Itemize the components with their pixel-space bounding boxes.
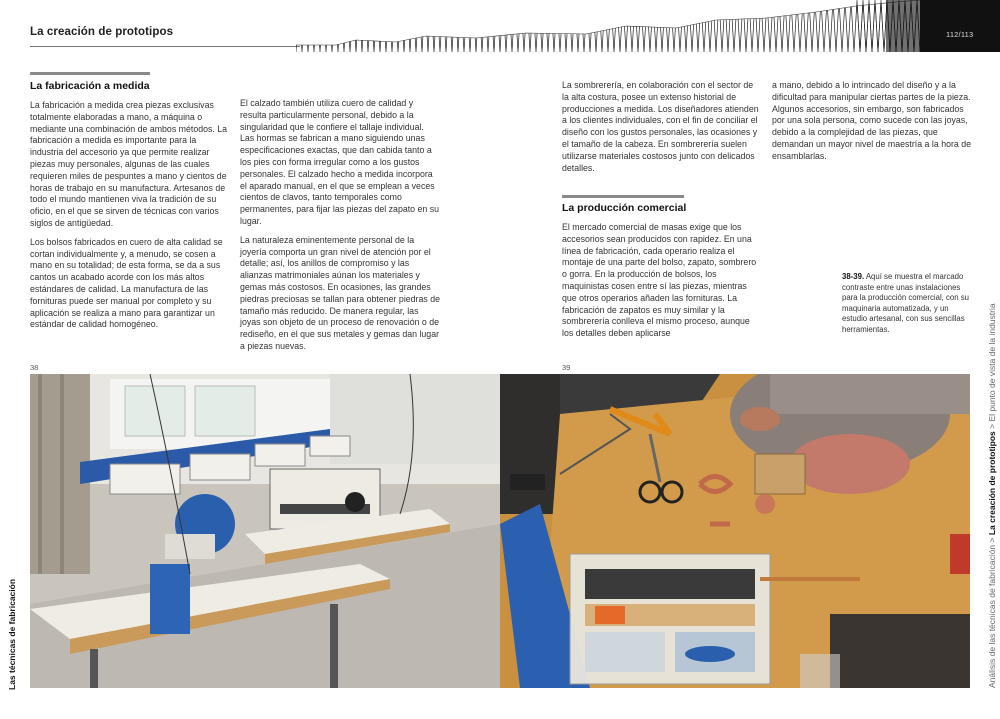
paragraph: La sombrerería, en colaboración con el sector de la alta costura, posee un extenso historial de producciones a medida. Los diseñadores atienden a los clientes individuales, con el fin de conciliar el diseño con los gustos personales, las ocasiones y el tamaño de la cabeza. En sombrerería suelen utilizarse materiales costosos junto con delicados detalles. (562, 80, 759, 173)
text-column-3b (562, 222, 762, 347)
header-waveform-graphic (296, 0, 920, 52)
spine-part: Análisis de las técnicas de fabricación > (987, 535, 997, 688)
photo-caption (842, 272, 970, 335)
photo-workbench (500, 374, 970, 688)
spine-current: La creación de prototipos (987, 431, 997, 536)
running-header (0, 0, 1000, 52)
page-number: 112/113 (946, 30, 974, 39)
photo-factory (30, 374, 500, 688)
section-bar-right (562, 195, 684, 198)
text-column-3 (562, 80, 762, 181)
caption-ref: 38-39. (842, 272, 865, 281)
text-column-2 (240, 98, 440, 360)
running-header-title: La creación de prototipos (30, 26, 174, 38)
header-rule (30, 46, 300, 47)
folio-right: 39 (562, 363, 571, 372)
page-number-block (920, 0, 1000, 52)
paragraph: La naturaleza eminentemente personal de la joyería comporta un gran nivel de atención por el detalle; así, los anillos de compromiso y las alianzas matrimoniales aúnan los materiales y gemas más costosos. En ocasiones, las grandes piedras preciosas se tallan para obtener piedras de tamaño más reducido. De manera regular, las joyas son objeto de un proceso de renovación o de rediseño, en el que sus metales y gemas dan lugar a piezas nuevas. (240, 234, 441, 351)
paragraph: a mano, debido a lo intrincado del diseño y a la dificultad para manipular ciertas partes de la pieza. Algunos accesorios, sin embargo, son fabricados por una sola persona, como sucede con las joyas, debido a la complejidad de las piezas, que demandan un mayor nivel de maestría a la hora de ensamblarlas. (772, 80, 972, 161)
spine-breadcrumb-right (987, 303, 997, 688)
text-column-4 (772, 80, 972, 170)
paragraph: El calzado también utiliza cuero de calidad y resulta particularmente personal, debido a la singularidad que le confiere el tallaje individual. Las hormas se fabrican a mano siguiendo unas especificaciones exactas, que dan cabida tanto a los pies con forma irregular como a los gustos personales. El calzado hecho a medida incorpora el aparado manual, en el que se emplean a veces cientos de clavos, tanto temporales como permanentes, para fijar las piezas del zapato en su lugar. (240, 98, 440, 226)
section-bar-left (30, 72, 150, 75)
text-column-1 (30, 100, 230, 338)
paragraph: La fabricación a medida crea piezas exclusivas totalmente elaboradas a mano, a máquina o mediante una combinación de ambos métodos. La fabricación a medida es importante para la industria del accesorio ya que permite realizar piezas muy personales, algunas de las cuales requieren miles de pespuntes a mano y cientos de horas de trabajo en su manufactura. Artesanos de todo el mundo mantienen viva la tradición de su oficio, en el que se sirven de técnicas con varios siglos de antigüedad. (30, 100, 228, 228)
spine-label-left: Las técnicas de fabricación (7, 578, 17, 690)
section-heading-fabricacion: La fabricación a medida (30, 80, 150, 92)
paragraph: Los bolsos fabricados en cuero de alta calidad se cortan individualmente y, a menudo, se cosen a mano en su totalidad; de esta forma, se da a sus cantos un acabado acorde con los más altos estándares de calidad. La manufactura de las fornituras puede ser manual por completo y su aplicación se realiza a mano para garantizar un estándar de calidad homogéneo. (30, 236, 223, 330)
caption-text: Aquí se muestra el marcado contraste entre unas instalaciones para la producción comercial, con su maquinaria automatizada, y un estudio artesanal, con sus sencillas herramientas. (842, 272, 969, 334)
folio-left: 38 (30, 363, 39, 372)
paragraph: El mercado comercial de masas exige que los accesorios sean producidos con rapidez. En una línea de fabricación, cada operario realiza el montaje de una parte del bolso, zapato, sombrero o gorra. En la producción de bolsos, los maquinistas cosen entre sí las piezas, mientras que otros operarios añaden las fornituras. La fabricación de zapatos es muy similar y la sombrerería conlleva el mismo proceso, aunque los detalles deben aplicarse (562, 222, 757, 339)
section-heading-produccion: La producción comercial (562, 202, 687, 214)
spine-part: > El punto de vista de la industria (987, 303, 997, 432)
